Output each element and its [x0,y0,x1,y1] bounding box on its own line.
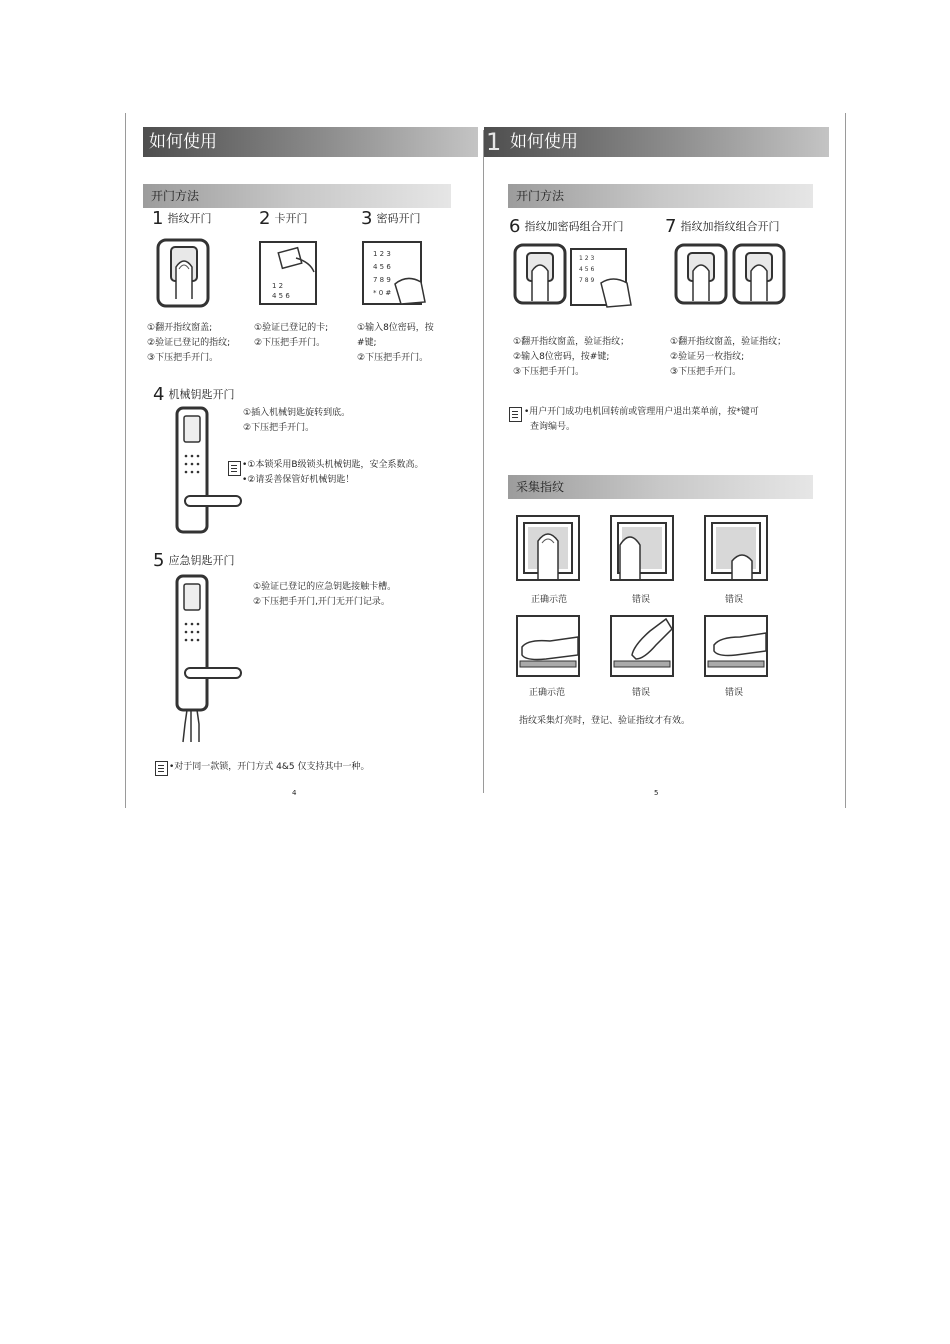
svg-text:4 5 6: 4 5 6 [373,263,391,271]
svg-text:* 0 #: * 0 # [373,289,392,297]
right-header-title: 如何使用 [510,132,578,152]
dual-fingerprint-illustration [674,243,790,309]
left-section-bar [143,184,451,208]
svg-text:7 8 9: 7 8 9 [579,277,595,284]
note-icon-right [509,407,522,422]
step-4-instructions: ①插入机械钥匙旋转到底。 ②下压把手开门。 [243,408,351,433]
step-2-instructions: ①验证已登记的卡; ②下压把手开门。 [254,323,329,348]
fingerprint-lock-illustration [155,237,215,309]
svg-text:1 2 3: 1 2 3 [373,250,391,258]
fingerprint-capture-note: 指纹采集灯亮时，登记、验证指纹才有效。 [519,716,691,726]
step-4-notes: •①本锁采用B级锁头机械钥匙，安全系数高。 •②请妥善保管好机械钥匙！ [242,460,424,485]
card-lock-illustration [258,240,318,306]
right-page-border [845,113,846,808]
note-icon [228,461,241,476]
caption-row1-2: 错误 [631,595,650,605]
page-gutter [483,130,484,793]
caption-row2-1: 正确示范 [528,688,565,698]
svg-text:7 8 9: 7 8 9 [373,276,391,284]
left-page-border [125,113,126,808]
caption-row1-1: 正确示范 [530,595,567,605]
left-header-title: 如何使用 [149,132,217,152]
wrong-side-example-2 [704,615,768,677]
step-6-title: 6 指纹加密码组合开门 [509,216,624,237]
svg-text:4 5 6: 4 5 6 [579,266,595,273]
caption-row2-2: 错误 [631,688,650,698]
step-6-instructions: ①翻开指纹窗盖，验证指纹； ②输入8位密码，按#键; ③下压把手开门。 [513,337,630,377]
left-footnote: •对于同一款锁，开门方式 4&5 仅支持其中一种。 [169,762,370,772]
right-section-bar [508,184,813,208]
step-3-instructions: ①输入8位密码，按 #键; ②下压把手开门。 [357,323,434,363]
left-section-title: 开门方法 [151,189,200,203]
fingerprint-password-illustration [513,243,638,309]
step-5-title: 5 应急钥匙开门 [153,550,235,571]
wrong-side-example-1 [610,615,674,677]
correct-front-example [516,515,580,581]
right-section-title: 开门方法 [516,189,565,203]
step-7-instructions: ①翻开指纹窗盖，验证指纹； ②验证另一枚指纹; ③下压把手开门。 [670,337,787,377]
step-7-title: 7 指纹加指纹组合开门 [665,216,780,237]
wrong-front-example-2 [704,515,768,581]
keypad-lock-illustration [361,240,427,310]
caption-row1-3: 错误 [724,595,743,605]
step-1-instructions: ①翻开指纹窗盖; ②验证已登记的指纹; ③下压把手开门。 [147,323,231,363]
svg-text:1 2 3: 1 2 3 [579,255,595,262]
right-note: •用户开门成功电机回转前或管理用户退出菜单前，按*键可 查询编号。 [524,407,759,432]
correct-side-example [516,615,580,677]
fingerprint-capture-section-bar [508,475,813,499]
step-3-title: 3 密码开门 [361,208,421,229]
wrong-front-example-1 [610,515,674,581]
right-page-header [484,127,829,157]
left-page-number: 4 [292,789,297,797]
svg-text:4 5 6: 4 5 6 [272,292,290,300]
left-page-header [143,127,478,157]
fingerprint-capture-title: 采集指纹 [516,480,565,494]
step-5-instructions: ①验证已登记的应急钥匙接触卡槽。 ②下压把手开门,开门无开门记录。 [253,582,397,607]
right-page-number: 5 [654,789,659,797]
chapter-number: 1 [486,128,502,156]
svg-text:1 2: 1 2 [272,282,284,290]
footnote-icon [155,761,168,776]
step-1-title: 1 指纹开门 [152,208,212,229]
caption-row2-3: 错误 [724,688,743,698]
step-2-title: 2 卡开门 [259,208,308,229]
step-4-title: 4 机械钥匙开门 [153,384,235,405]
emergency-key-lock-illustration [175,574,245,746]
